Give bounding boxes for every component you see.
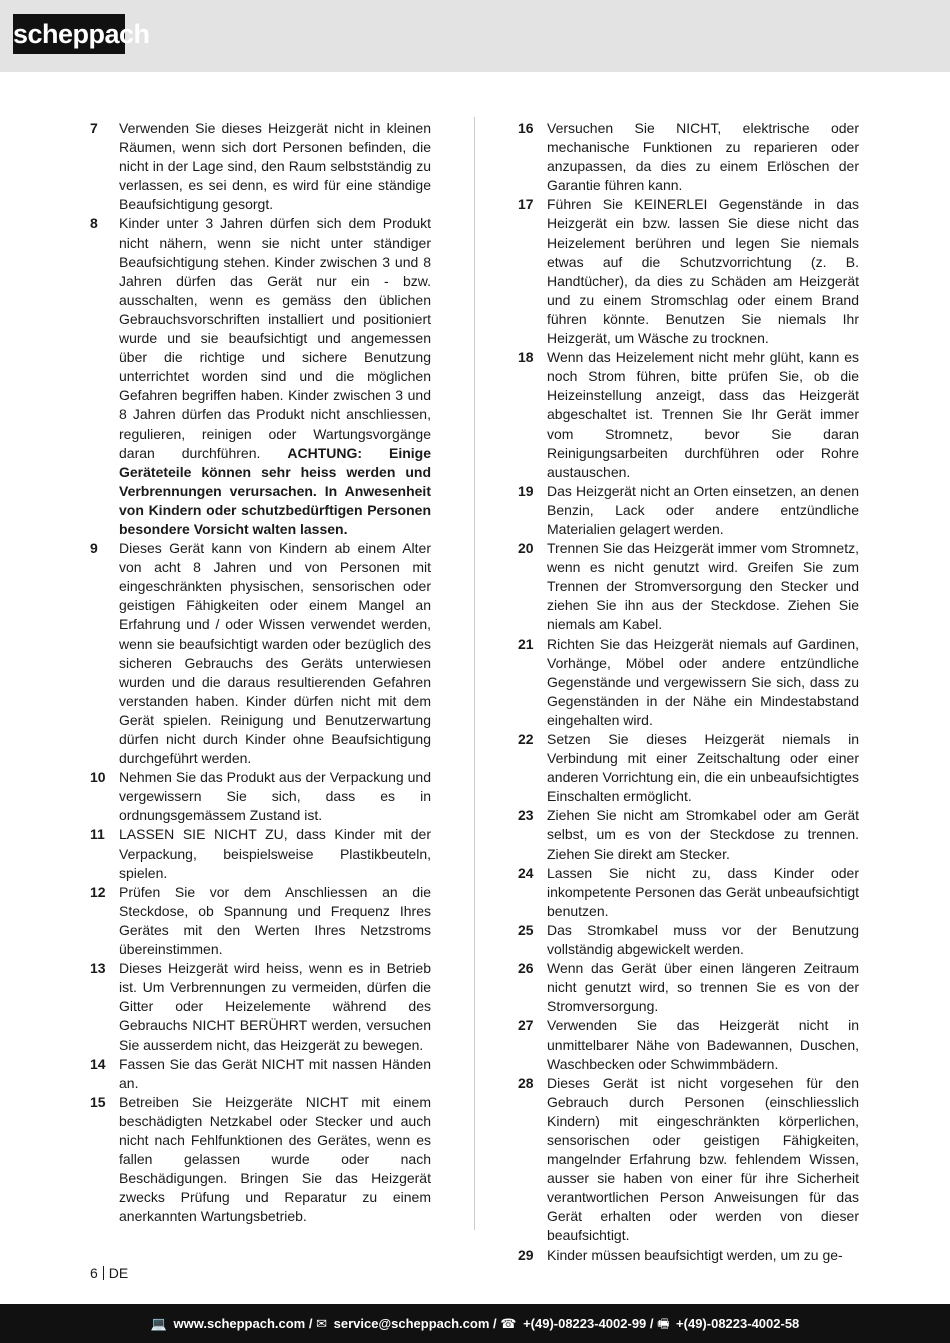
list-item: [518, 730, 859, 806]
item-number: 24: [518, 864, 534, 881]
page-number-separator: [103, 1266, 104, 1280]
item-number: 12: [90, 883, 106, 900]
page-number-value: 6: [90, 1265, 98, 1281]
item-number: 10: [90, 769, 106, 786]
item-text: Richten Sie das Heizgerät niemals auf Gardinen, Vorhänge, Möbel oder andere entzündliche Gegenstände und vergewissern Sie sich, dass zu Gegenständen in der Nähe ein Mindestabstand eingehalten wird.: [547, 635, 859, 728]
item-number: 15: [90, 1093, 106, 1110]
footer-website[interactable]: www.scheppach.com /: [173, 1316, 313, 1331]
list-item: [90, 768, 431, 825]
list-item: [518, 921, 859, 959]
list-item: [518, 806, 859, 863]
list-item: [518, 864, 859, 921]
item-text-with-warning: [119, 214, 431, 539]
item-number: 25: [518, 921, 534, 938]
item-number: 18: [518, 349, 534, 366]
item-text: Wenn das Heizelement nicht mehr glüht, kann es noch Strom führen, bitte prüfen Sie, ob die Heizeinstellung anzeigt, dass das Heizgerät abgeschaltet ist. Trennen Sie Ihr Gerät immer vom Stromnetz, bevor Sie daran Reinigungsarbeiten durchführen oder Rohre austauschen.: [547, 349, 859, 480]
column-divider: [474, 117, 475, 1230]
footer-fax: +(49)-08223-4002-58: [676, 1316, 800, 1331]
item-number: 11: [90, 826, 105, 843]
item-text: Führen Sie KEINERLEI Gegenstände in das Heizgerät ein bzw. lassen Sie diese nicht das Heizelement berühren und legen Sie niemals etwas auf die Schutzvorrichtung (z. B. Handtücher), da dies zu Schäden am Heizgerät und zu einem Stromschlag oder einem Brand führen könnte. Benutzen Sie niemals Ihr Heizgerät, um Wäsche zu trocknen.: [547, 196, 859, 347]
list-item: [518, 482, 859, 539]
list-item: [90, 825, 431, 882]
item-text: Ziehen Sie nicht am Stromkabel oder am Gerät selbst, um es von der Steckdose zu trennen. Ziehen Sie direkt am Stecker.: [547, 807, 859, 862]
list-item: [90, 119, 431, 214]
item-text: Dieses Gerät kann von Kindern ab einem Alter von acht 8 Jahren und von Personen mit eingeschränkten physischen, sensorischen oder geistigen Fähigkeiten oder einem Mangel an Erfahrung und / oder Wissen verwendet werden, wenn sie beaufsichtigt warden oder bezüglich des sicheren Gebrauchs des Geräts unterwiesen wurden und die daraus resultierenden Gefahren verstanden haben. Kinder dürfen nicht mit dem Gerät spielen. Reinigung und Benutzerwartung dürfen nicht durch Kinder ohne Beaufsichtigung durchgeführt werden.: [119, 540, 431, 767]
item-text: Das Stromkabel muss vor der Benutzung vollständig abgewickelt werden.: [547, 921, 859, 958]
right-column: [518, 119, 859, 1265]
footer-email[interactable]: service@scheppach.com /: [333, 1316, 497, 1331]
item-text: Verwenden Sie das Heizgerät nicht in unmittelbarer Nähe von Badewannen, Duschen, Waschbecken oder Schwimmbädern.: [547, 1017, 859, 1072]
item-number: 22: [518, 731, 534, 747]
warning-text: ACHTUNG: Einige Geräteteile können sehr heiss werden und Verbrennungen verursachen. In Anwesenheit von Kindern oder schutzbedürftigen Personen besondere Vorsicht walten lassen.: [119, 444, 431, 537]
item-text: Fassen Sie das Gerät NICHT mit nassen Händen an.: [119, 1055, 431, 1091]
item-text: Dieses Heizgerät wird heiss, wenn es in Betrieb ist. Um Verbrennungen zu vermeiden, dürfen die Gitter oder Heizelemente während des Gebrauchs NICHT BERÜHRT werden, versuchen Sie ausserdem nicht, das Heizgerät zu bewegen.: [119, 960, 431, 1053]
list-item: [518, 539, 859, 634]
item-number: 20: [518, 540, 534, 557]
list-item: [518, 1246, 859, 1265]
list-item: [90, 1093, 431, 1227]
item-number: 7: [90, 120, 98, 136]
item-text: Versuchen Sie NICHT, elektrische oder mechanische Funktionen zu reparieren oder anzupassen, da dies zu einem Erlöschen der Garantie führen kann.: [547, 120, 859, 194]
item-number: 17: [518, 196, 534, 213]
page-footer: [0, 1304, 950, 1343]
list-item: [90, 1055, 431, 1093]
item-text: Prüfen Sie vor dem Anschliessen an die Steckdose, ob Spannung und Frequenz Ihres Gerätes mit den Werten Ihres Netzstroms übereinstimmen.: [119, 883, 431, 958]
list-item: [518, 348, 859, 482]
item-text: Betreiben Sie Heizgeräte NICHT mit einem beschädigten Netzkabel oder Stecker und auch nicht nach Fehlfunktionen des Gerätes, wenn es fallen gelassen wurde oder nach Beschädigungen. Bringen Sie das Heizgerät zwecks Prüfung und Reparatur zu einem anerkannten Wartungsbetrieb.: [119, 1093, 431, 1225]
list-item: [518, 959, 859, 1016]
item-number: 26: [518, 960, 534, 977]
page-number: [90, 1264, 128, 1283]
item-number: 27: [518, 1017, 534, 1034]
item-text: Setzen Sie dieses Heizgerät niemals in Verbindung mit einer Zeitschaltung oder einer anderen Vorrichtung ein, die ein unbeaufsichtigtes Einschalten ermöglicht.: [547, 731, 859, 805]
footer-phone: +(49)-08223-4002-99 /: [523, 1316, 654, 1331]
item-number: 13: [90, 960, 106, 977]
item-text: Das Heizgerät nicht an Orten einsetzen, an denen Benzin, Lack oder andere entzündliche Materialien gelagert werden.: [547, 482, 859, 537]
list-item: [90, 959, 431, 1054]
item-number: 29: [518, 1246, 534, 1263]
computer-icon: 💻: [150, 1316, 167, 1331]
fax-icon: 🖷: [657, 1316, 670, 1331]
item-text: LASSEN SIE NICHT ZU, dass Kinder mit der Verpackung, beispielsweise Plastikbeuteln, spielen.: [119, 826, 431, 881]
page-language: DE: [108, 1265, 129, 1281]
item-text: Verwenden Sie dieses Heizgerät nicht in kleinen Räumen, wenn sich dort Personen befinden, die nicht in der Lage sind, den Raum selbstständig zu verlassen, es sei denn, es wird für eine ständige Beaufsichtigung gesorgt.: [119, 120, 431, 213]
list-item: [90, 214, 431, 539]
list-item: [518, 1074, 859, 1246]
item-number: 21: [518, 635, 534, 652]
item-text: Lassen Sie nicht zu, dass Kinder oder inkompetente Personen das Gerät unbeaufsichtigt benutzen.: [547, 864, 859, 919]
telephone-icon: ☎: [500, 1316, 517, 1331]
list-item: [518, 119, 859, 195]
page-header: [0, 0, 950, 72]
item-number: 23: [518, 807, 534, 824]
left-column: [90, 119, 431, 1226]
item-number: 8: [90, 215, 98, 232]
list-item: [518, 195, 859, 348]
item-text: Wenn das Gerät über einen längeren Zeitraum nicht genutzt wird, so trennen Sie es von der Stromversorgung.: [547, 960, 859, 1015]
list-item: [518, 635, 859, 730]
list-item: [90, 883, 431, 959]
item-number: 14: [90, 1055, 106, 1072]
item-number: 28: [518, 1074, 534, 1091]
item-number: 9: [90, 540, 98, 557]
item-text: Kinder müssen beaufsichtigt werden, um zu ge-: [547, 1246, 843, 1263]
list-item: [90, 539, 431, 768]
item-text: Nehmen Sie das Produkt aus der Verpackung und vergewissern Sie sich, dass es in ordnungsgemässem Zustand ist.: [119, 769, 431, 824]
item-text: Dieses Gerät ist nicht vorgesehen für den Gebrauch durch Personen (einschliesslich Kindern) mit eingeschränkten körperlichen, sensorischen oder geistigen Fähigkeiten, mangelnder Erfahrung bzw. fehlendem Wissen, ausser sie haben von einer für ihre Sicherheit verantwortlichen Person Anweisungen für das Gerät erhalten oder werden von dieser beaufsichtigt.: [547, 1074, 859, 1244]
scheppach-logo: scheppach: [13, 14, 125, 54]
mail-icon: ✉: [316, 1316, 327, 1331]
list-item: [518, 1016, 859, 1073]
item-number: 19: [518, 482, 534, 499]
item-text: Kinder unter 3 Jahren dürfen sich dem Produkt nicht nähern, wenn sie nicht unter ständiger Beaufsichtigung stehen. Kinder zwischen 3 und 8 Jahren dürfen das Gerät nur ein - bzw. ausschalten, wenn es gemäss den üblichen Gebrauchsvorschriften installiert und positioniert wurde und sie beaufsichtigt und angemessen über die richtige und sichere Benutzung unterrichtet worden sind und die möglichen Gefahren begriffen haben. Kinder zwischen 3 und 8 Jahren dürfen das Produkt nicht anschliessen, regulieren, reinigen oder Wartungsvorgänge daran durchführen.: [119, 215, 431, 461]
item-text: Trennen Sie das Heizgerät immer vom Stromnetz, wenn es nicht genutzt wird. Greifen Sie zum Trennen der Stromversorgung den Stecker und ziehen Sie ihn aus der Steckdose. Ziehen Sie niemals am Kabel.: [547, 540, 859, 633]
item-number: 16: [518, 120, 534, 136]
